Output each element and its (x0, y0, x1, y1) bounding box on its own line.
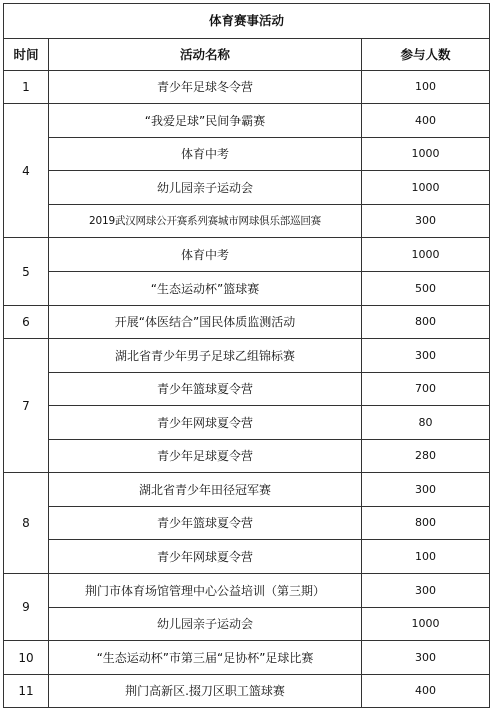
event-name-cell: “我爱足球”民间争霸赛 (49, 104, 362, 138)
event-name-cell: “生态运动杯”篮球赛 (49, 272, 362, 306)
header-time: 时间 (4, 39, 49, 71)
time-cell: 6 (4, 306, 49, 339)
table-row (4, 205, 490, 238)
participant-count-cell: 400 (362, 104, 490, 138)
participant-count-cell: 1000 (362, 138, 490, 171)
event-name-cell: 体育中考 (49, 138, 362, 171)
table-row (4, 675, 490, 708)
event-name-cell: 荆门市体育场馆管理中心公益培训（第三期） (49, 574, 362, 608)
event-name-cell: 2019武汉网球公开赛系列赛城市网球俱乐部巡回赛 (49, 205, 362, 238)
table-row (4, 608, 490, 641)
time-cell: 8 (4, 473, 49, 574)
event-name-cell: 湖北省青少年男子足球乙组锦标赛 (49, 339, 362, 373)
event-name-cell: 青少年足球冬令营 (49, 71, 362, 104)
participant-count-cell: 1000 (362, 238, 490, 272)
time-cell: 7 (4, 339, 49, 473)
participant-count-cell: 500 (362, 272, 490, 306)
participant-count-cell: 1000 (362, 608, 490, 641)
event-name-cell: 青少年篮球夏令营 (49, 507, 362, 540)
time-cell: 1 (4, 71, 49, 104)
participant-count-cell: 100 (362, 540, 490, 574)
table-row (4, 306, 490, 339)
event-name-cell: 青少年篮球夏令营 (49, 373, 362, 406)
table-row (4, 373, 490, 406)
participant-count-cell: 300 (362, 473, 490, 507)
event-name-cell: “生态运动杯”市第三届“足协杯”足球比赛 (49, 641, 362, 675)
time-cell: 4 (4, 104, 49, 238)
event-name-cell: 体育中考 (49, 238, 362, 272)
table-row (4, 406, 490, 440)
participant-count-cell: 100 (362, 71, 490, 104)
table-row (4, 540, 490, 574)
table-row (4, 138, 490, 171)
event-name-cell: 开展“体医结合”国民体质监测活动 (49, 306, 362, 339)
table-title: 体育赛事活动 (4, 4, 490, 39)
participant-count-cell: 300 (362, 574, 490, 608)
sports-events-table (3, 3, 490, 708)
header-event-name: 活动名称 (49, 39, 362, 71)
time-cell: 5 (4, 238, 49, 306)
event-name-cell: 青少年网球夏令营 (49, 540, 362, 574)
table-row (4, 507, 490, 540)
event-name-cell: 湖北省青少年田径冠军赛 (49, 473, 362, 507)
participant-count-cell: 280 (362, 440, 490, 473)
participant-count-cell: 80 (362, 406, 490, 440)
event-name-cell: 幼儿园亲子运动会 (49, 171, 362, 205)
table-row (4, 71, 490, 104)
table-row (4, 272, 490, 306)
table-row (4, 104, 490, 138)
event-name-cell: 荆门高新区.掇刀区职工篮球赛 (49, 675, 362, 708)
table-row (4, 574, 490, 608)
table-row (4, 171, 490, 205)
participant-count-cell: 300 (362, 205, 490, 238)
time-cell: 9 (4, 574, 49, 641)
participant-count-cell: 800 (362, 507, 490, 540)
time-cell: 10 (4, 641, 49, 675)
participant-count-cell: 400 (362, 675, 490, 708)
time-cell: 11 (4, 675, 49, 708)
header-participant-count: 参与人数 (362, 39, 490, 71)
table-row (4, 473, 490, 507)
event-name-cell: 青少年网球夏令营 (49, 406, 362, 440)
event-name-cell: 青少年足球夏令营 (49, 440, 362, 473)
event-name-cell: 幼儿园亲子运动会 (49, 608, 362, 641)
table-row (4, 641, 490, 675)
participant-count-cell: 800 (362, 306, 490, 339)
table-row (4, 238, 490, 272)
participant-count-cell: 300 (362, 641, 490, 675)
table-row (4, 339, 490, 373)
participant-count-cell: 300 (362, 339, 490, 373)
table-row (4, 440, 490, 473)
participant-count-cell: 1000 (362, 171, 490, 205)
participant-count-cell: 700 (362, 373, 490, 406)
